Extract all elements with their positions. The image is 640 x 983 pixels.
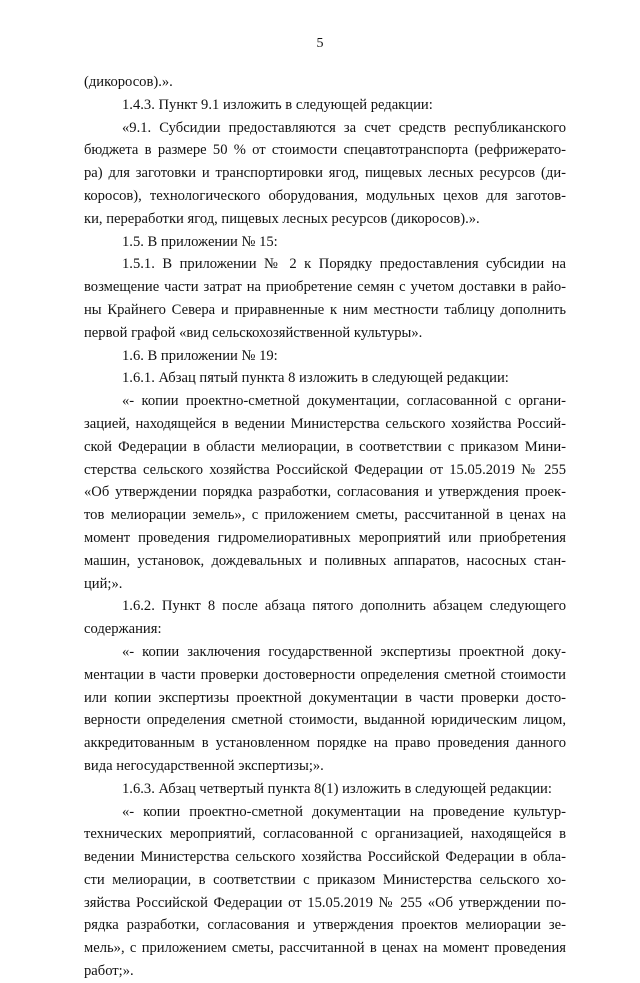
- text-line: 1.4.3. Пункт 9.1 изложить в следующей редакции:: [122, 96, 433, 113]
- text-line: содержания:: [84, 621, 162, 638]
- text-line: ра) для заготовки и транспортировки ягод, пищевых лесных ресурсов (ди-: [84, 165, 566, 182]
- text-line: первой графой «вид сельскохозяйственной культуры».: [84, 324, 423, 341]
- text-line: стерства сельского хозяйства Российской Федерации от 15.05.2019 № 255: [84, 461, 566, 478]
- text-line: работ;».: [84, 963, 134, 980]
- text-line: «Об утверждении порядка разработки, согласования и утверждения проек-: [84, 484, 566, 501]
- text-line: «9.1. Субсидии предоставляются за счет средств республиканского: [122, 119, 566, 136]
- text-line: технических мероприятий, согласованной с организацией, находящейся в: [84, 826, 566, 843]
- text-line: вида негосударственной экспертизы;».: [84, 757, 324, 774]
- text-line: аккредитованным в установленном порядке на право проведения данного: [84, 735, 566, 752]
- text-line: рядка разработки, согласования и утверждения проектов мелиорации зе-: [84, 917, 566, 934]
- text-line: «- копии заключения государственной экспертизы проектной доку-: [122, 643, 566, 660]
- text-line: возмещение части затрат на приобретение семян с учетом доставки в райо-: [84, 279, 566, 296]
- text-line: 1.6. В приложении № 19:: [122, 347, 278, 364]
- text-line: 1.6.2. Пункт 8 после абзаца пятого дополнить абзацем следующего: [122, 598, 566, 615]
- text-line: зяйства Российской Федерации от 15.05.2019 № 255 «Об утверждении по-: [84, 894, 566, 911]
- text-line: 1.5. В приложении № 15:: [122, 233, 278, 250]
- text-line: зацией, находящейся в ведении Министерства сельского хозяйства Россий-: [84, 415, 566, 432]
- text-line: 1.6.1. Абзац пятый пункта 8 изложить в следующей редакции:: [122, 370, 509, 387]
- text-line: (дикоросов).».: [84, 74, 173, 90]
- text-line: или копии экспертизы проектной документации в части проверки досто-: [84, 689, 566, 706]
- text-line: «- копии проектно-сметной документации на проведение культур-: [122, 803, 566, 820]
- text-line: сти мелиорации, в соответствии с приказом Министерства сельского хо-: [84, 871, 566, 888]
- text-line: коросов), технологического оборудования, модульных цехов для заготов-: [84, 187, 566, 204]
- text-line: момент проведения гидромелиоративных мероприятий или приобретения: [84, 529, 566, 546]
- text-line: мель», с приложением сметы, рассчитанной в ценах на момент проведения: [84, 940, 566, 957]
- text-line: 1.6.3. Абзац четвертый пункта 8(1) изложить в следующей редакции:: [122, 780, 552, 797]
- text-line: машин, установок, дождевальных и поливных аппаратов, насосных стан-: [84, 552, 566, 569]
- text-line: ской Федерации в области мелиорации, в соответствии с приказом Мини-: [84, 438, 566, 455]
- text-line: «- копии проектно-сметной документации, согласованной с органи-: [122, 393, 566, 410]
- text-line: верности определения сметной стоимости, выданной юридическим лицом,: [84, 712, 566, 729]
- document-body: [84, 71, 566, 983]
- text-line: тов мелиорации земель», с приложением сметы, рассчитанной в ценах на: [84, 507, 566, 524]
- text-line: ны Крайнего Севера и приравненные к ним местности таблицу дополнить: [84, 301, 566, 318]
- text-line: ведении Министерства сельского хозяйства Российской Федерации в обла-: [84, 849, 566, 866]
- page-number: 5: [316, 36, 324, 51]
- text-line: 1.5.1. В приложении № 2 к Порядку предоставления субсидии на: [122, 256, 566, 273]
- text-line: ки, переработки ягод, пищевых лесных ресурсов (дикоросов).».: [84, 210, 480, 227]
- text-line: бюджета в размере 50 % от стоимости спецавтотранспорта (рефрижерато-: [84, 142, 566, 159]
- text-line: ций;».: [84, 575, 123, 592]
- text-line: ментации в части проверки достоверности определения сметной стоимости: [84, 666, 566, 683]
